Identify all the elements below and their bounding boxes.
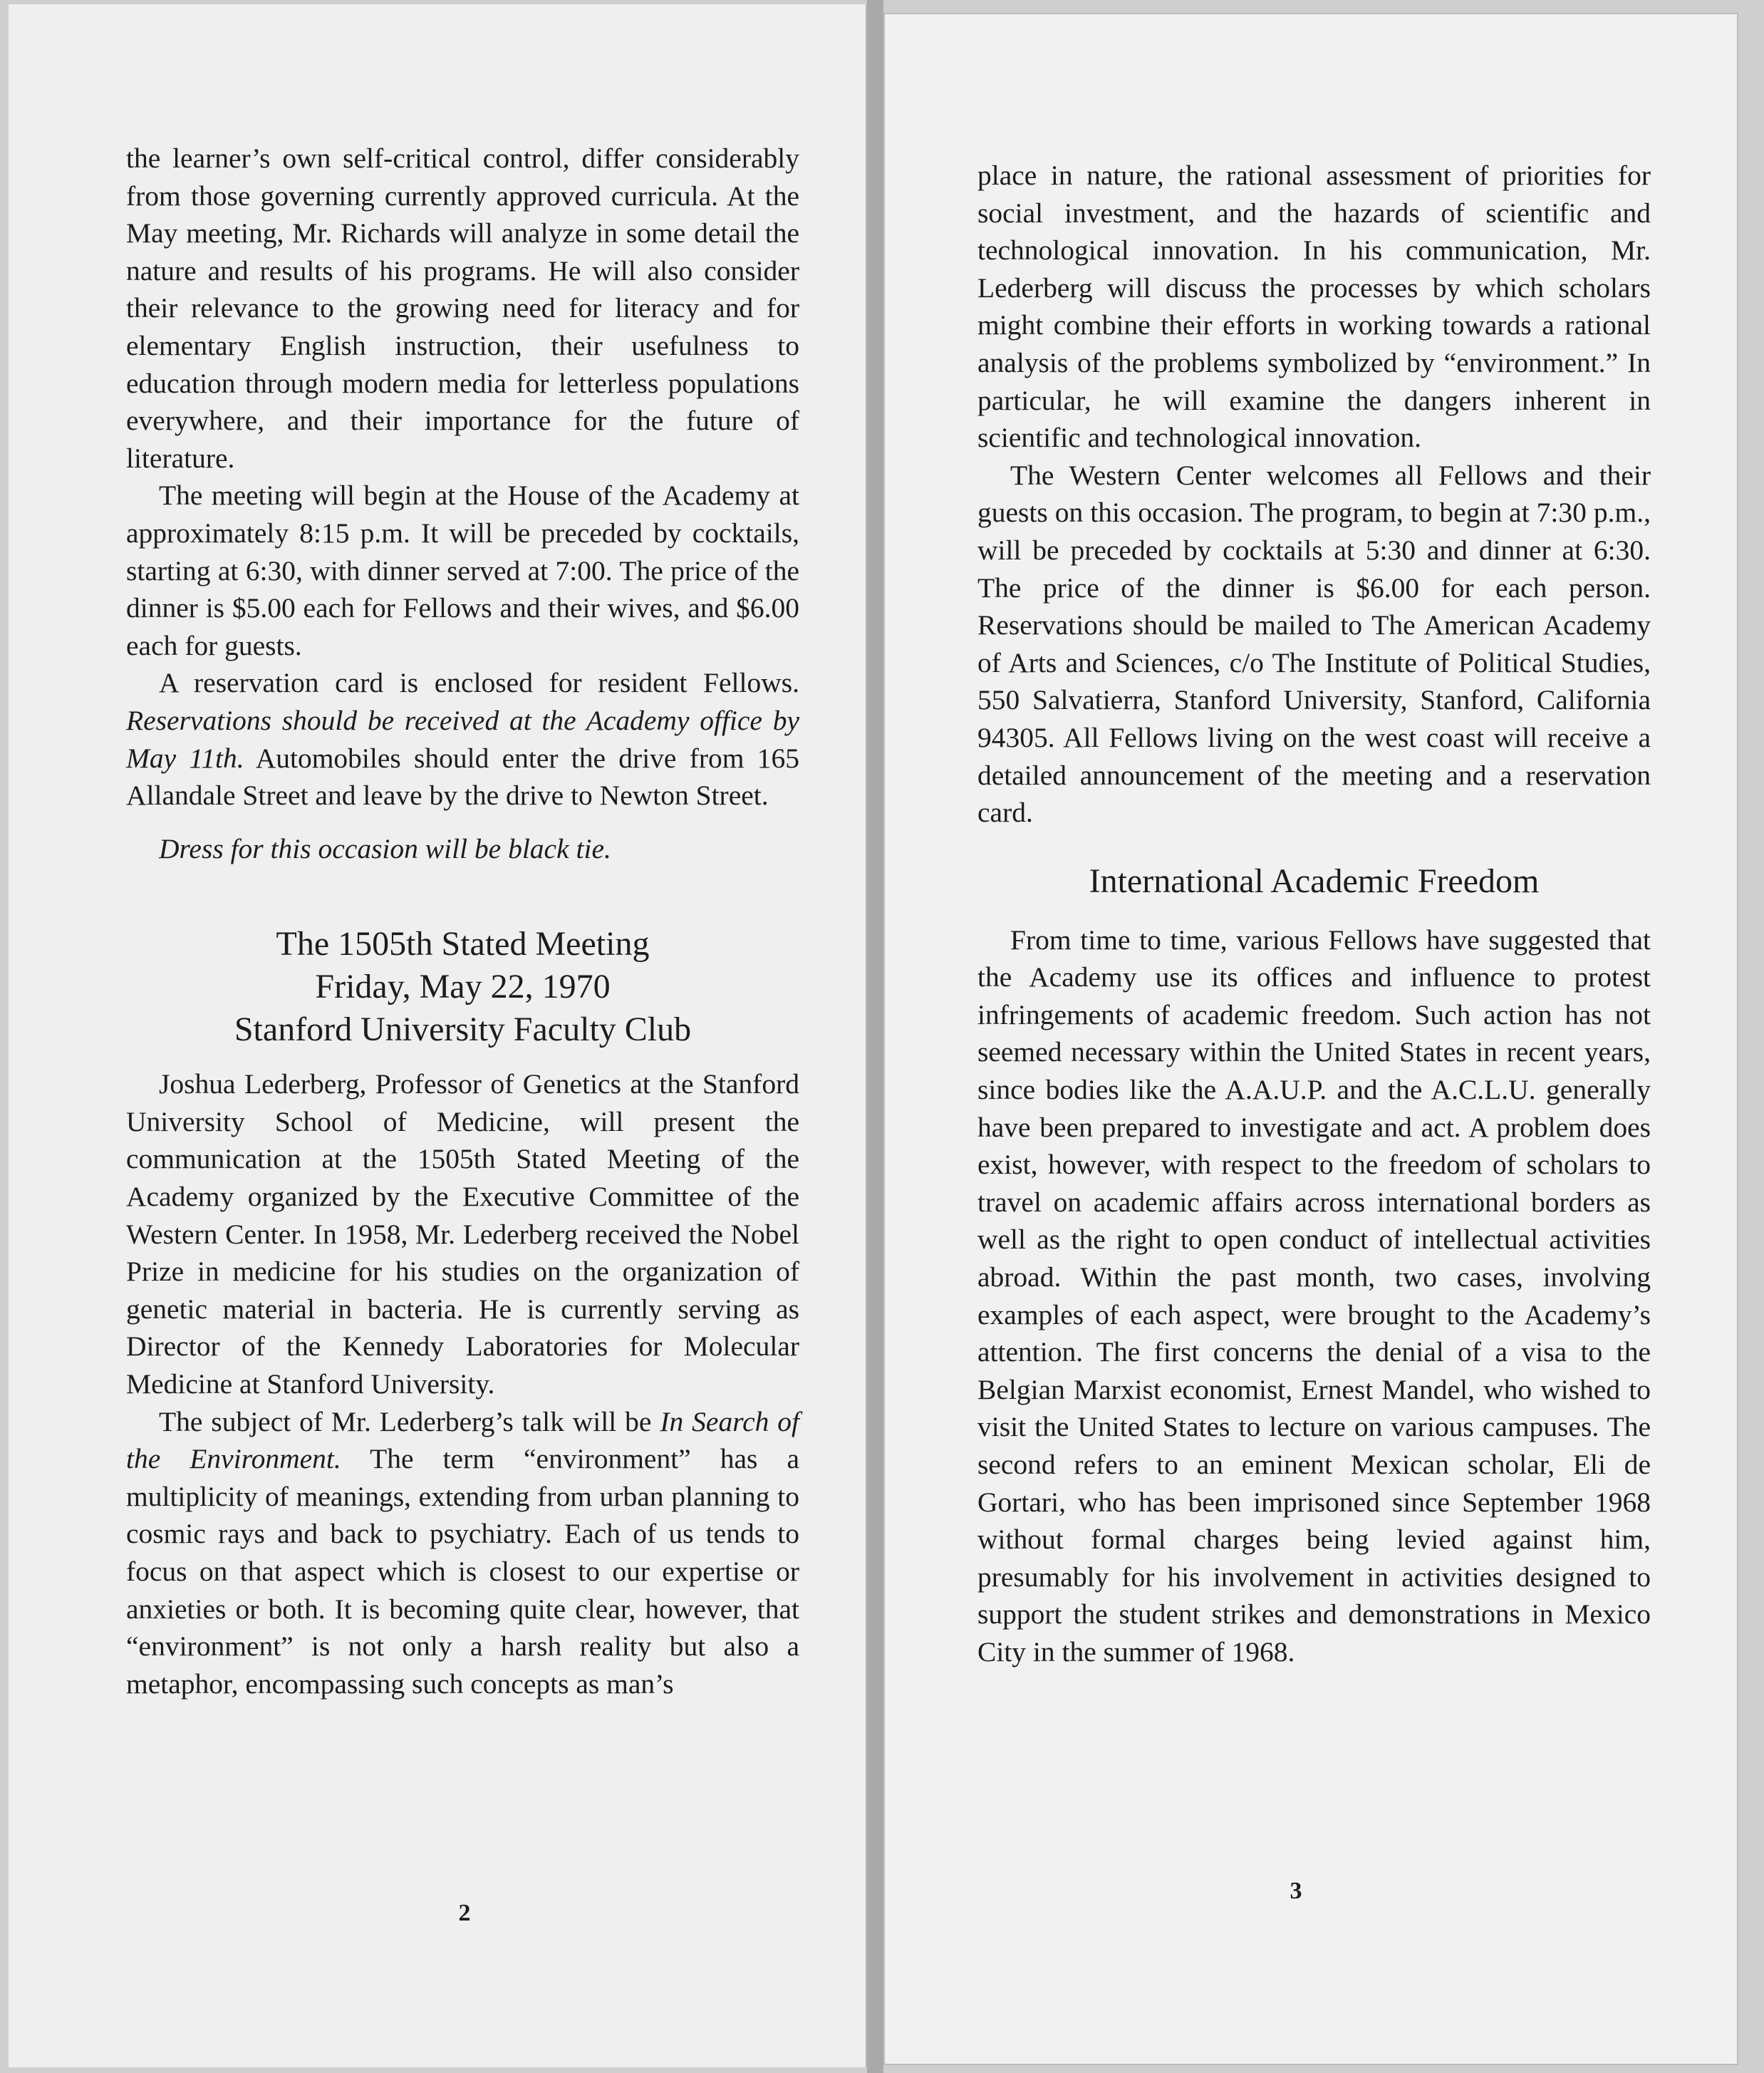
meeting-heading-date: Friday, May 22, 1970 <box>315 968 611 1006</box>
left-paragraph-subject <box>126 1403 799 1703</box>
left-paragraph-lederberg: Joshua Lederberg, Professor of Genetics at the Stanford University School of Medicine, will present the communication at the 1505th Stated Meeting of the Academy organized by the Executive Committee of the Western Center. In 1958, Mr. Lederberg received the Nobel Prize in medicine for his studies on the organization of genetic material in bacteria. He is currently serving as Director of the Kennedy Laboratories for Molecular Medicine at Stanford University. <box>126 1068 799 1400</box>
right-paragraph-freedom: From time to time, various Fellows have suggested that the Academy use its offices and influence to protest infringements of academic freedom. Such action has not seemed necessary within the United States in recent years, since bodies like the A.A.U.P. and the A.C.L.U. generally have been prepared to investigate and act. A problem does exist, however, with respect to the freedom of scholars to travel on academic affairs across international borders as well as the right to open conduct of intellectual activities abroad. Within the past month, two cases, involving examples of each aspect, were brought to the Academy’s attention. The first concerns the denial of a visa to the Belgian Marxist economist, Ernest Mandel, who wished to visit the United States to lecture on various campuses. The second refers to an eminent Mexican scholar, Eli de Gortari, who has been imprisoned since September 1968 without formal charges being levied against him, presumably for his involvement in activities designed to support the student strikes and demonstrations in Mexico City in the summer of 1968. <box>977 924 1651 1668</box>
meeting-heading-title: The 1505th Stated Meeting <box>276 925 650 963</box>
left-paragraph-meeting-times: The meeting will begin at the House of the Academy at approximately 8:15 p.m. It will be preceded by cocktails, starting at 6:30, with dinner served at 7:00. The price of the dinner is $5.00 each for Fellows and their wives, and $6.00 each for guests. <box>126 480 799 661</box>
reservation-text: A reservation card is enclosed for resident Fellows. <box>159 667 799 699</box>
meeting-heading <box>126 923 799 1051</box>
subject-intro: The subject of Mr. Lederberg’s talk will be <box>159 1405 652 1437</box>
automobile-text: Automobiles should enter the drive from 165 Allandale Street and leave by the drive to Newton Street. <box>126 742 799 812</box>
right-paragraph-environment: place in nature, the rational assessment of priorities for social investment, and the hazards of scientific and technological innovation. In his communication, Mr. Lederberg will discuss the processes by which scholars might combine their efforts in working towards a rational analysis of the problems symbolized by “environment.” In particular, he will examine the dangers inherent in scientific and technological innovation. <box>977 160 1651 454</box>
right-page <box>883 13 1738 2065</box>
page-number-left: 2 <box>458 1900 471 1926</box>
left-page <box>9 4 867 2067</box>
book-gutter <box>867 0 883 2073</box>
left-paragraph-reservation <box>126 664 799 814</box>
meeting-heading-venue: Stanford University Faculty Club <box>234 1010 692 1049</box>
right-text-column <box>977 157 1651 1671</box>
left-paragraph-richards: the learner’s own self-critical control, differ considerably from those governing currently approved curricula. At the May meeting, Mr. Richards will analyze in some detail the nature and results of his programs. He will also consider their relevance to the growing need for literacy and for elementary English instruction, their usefulness to education through modern media for letterless populations everywhere, and their importance for the future of literature. <box>126 143 799 474</box>
left-text-column <box>126 140 799 1702</box>
reservation-deadline: Reservations should be received at the Academy office by May 11th. <box>126 704 799 774</box>
dress-note: Dress for this occasion will be black tie. <box>159 832 611 864</box>
page-number-right: 3 <box>1290 1878 1302 1904</box>
section-title-academic-freedom: International Academic Freedom <box>1089 862 1540 900</box>
right-paragraph-western-center: The Western Center welcomes all Fellows and their guests on this occasion. The program, to begin at 7:30 p.m., will be preceded by cocktails at 5:30 and dinner at 6:30. The price of the dinner is $6.00 for each person. Reservations should be mailed to The American Academy of Arts and Sciences, c/o The Institute of Political Studies, 550 Salvatierra, Stanford University, Stanford, California 94305. All Fellows living on the west coast will receive a detailed announcement of the meeting and a reservation card. <box>977 459 1651 829</box>
talk-title: In Search of the Environment. <box>126 1405 800 1475</box>
subject-rest: The term “environment” has a multiplicity of meanings, extending from urban planning to cosmic rays and back to psychiatry. Each of us tends to focus on that aspect which is closest to our expertise or anxieties or both. It is becoming quite clear, however, that “environment” is not only a harsh reality but also a metaphor, encompassing such concepts as man’s <box>126 1443 799 1700</box>
